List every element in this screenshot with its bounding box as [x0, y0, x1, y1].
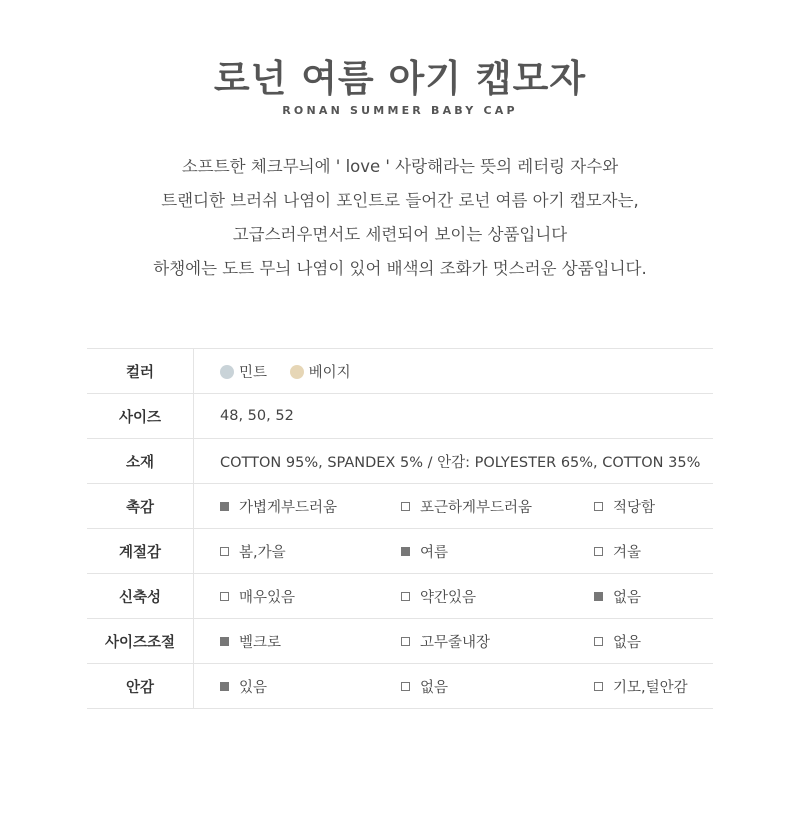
checkbox-icon [594, 592, 603, 601]
checkbox-icon [401, 547, 410, 556]
checkbox-icon [220, 637, 229, 646]
checkbox-icon [401, 592, 410, 601]
spec-row-touch [87, 484, 713, 529]
spec-option [220, 541, 401, 562]
spec-row-material [87, 439, 713, 484]
checkbox-icon [220, 502, 229, 511]
description-line: 고급스러우면서도 세련되어 보이는 상품입니다 [232, 225, 568, 244]
checkbox-icon [220, 592, 229, 601]
checkbox-icon [594, 637, 603, 646]
spec-option [594, 631, 641, 652]
checkbox-icon [594, 547, 603, 556]
checkbox-icon [594, 502, 603, 511]
spec-option [220, 631, 401, 652]
beige-color-dot-icon [290, 365, 304, 379]
spec-options-touch [194, 484, 714, 529]
spec-option [401, 586, 594, 607]
spec-option [401, 496, 594, 517]
spec-row-stretch [87, 574, 713, 619]
page-subtitle: RONAN SUMMER BABY CAP [282, 104, 518, 117]
checkbox-icon [594, 682, 603, 691]
spec-option-label: 없음 [420, 679, 449, 696]
spec-label-size-adjust: 사이즈조절 [87, 619, 194, 664]
spec-option-label: 기모,털안감 [613, 679, 688, 696]
spec-row-color [87, 349, 713, 394]
spec-label-lining: 안감 [87, 664, 194, 709]
spec-option-label: 포근하게부드러움 [420, 499, 533, 516]
checkbox-icon [401, 637, 410, 646]
spec-option [594, 496, 655, 517]
spec-row-size [87, 394, 713, 439]
spec-options-size-adjust [194, 619, 714, 664]
spec-option-label: 겨울 [613, 544, 642, 561]
checkbox-icon [401, 682, 410, 691]
spec-option-label: 매우있음 [239, 589, 296, 606]
spec-option [594, 586, 641, 607]
spec-options-season [194, 529, 714, 574]
spec-option-label: 적당함 [613, 499, 656, 516]
spec-option [401, 676, 594, 697]
checkbox-icon [220, 682, 229, 691]
spec-options-stretch [194, 574, 714, 619]
spec-option-label: 약간있음 [420, 589, 477, 606]
spec-option [220, 676, 401, 697]
spec-option-label: 가볍게부드러움 [239, 499, 338, 516]
color-option-label: 베이지 [308, 364, 351, 381]
spec-value-size: 48, 50, 52 [220, 408, 294, 424]
spec-option [594, 676, 688, 697]
spec-option-label: 봄,가을 [239, 544, 286, 561]
mint-color-dot-icon [220, 365, 234, 379]
spec-label-stretch: 신축성 [87, 574, 194, 619]
spec-option [401, 631, 594, 652]
spec-option [220, 496, 401, 517]
spec-label-season: 계절감 [87, 529, 194, 574]
color-option-beige [290, 361, 351, 382]
checkbox-icon [401, 502, 410, 511]
spec-option-label: 있음 [239, 679, 268, 696]
description-line: 소프트한 체크무늬에 ' love ' 사랑해라는 뜻의 레터링 자수와 [181, 157, 619, 176]
spec-option [594, 541, 641, 562]
spec-row-size-adjust [87, 619, 713, 664]
spec-row-season [87, 529, 713, 574]
spec-value-color [194, 349, 714, 394]
checkbox-icon [220, 547, 229, 556]
page-title: 로넌 여름 아기 캡모자 [213, 57, 587, 100]
spec-option-label: 없음 [613, 589, 642, 606]
spec-table [87, 348, 713, 709]
description-line: 하챙에는 도트 무늬 나염이 있어 배색의 조화가 멋스러운 상품입니다. [153, 259, 647, 278]
spec-label-color: 컬러 [87, 349, 194, 394]
spec-option-label: 벨크로 [239, 634, 282, 651]
color-option-label: 민트 [239, 364, 268, 381]
spec-option-label: 여름 [420, 544, 449, 561]
spec-option-label: 없음 [613, 634, 642, 651]
spec-label-touch: 촉감 [87, 484, 194, 529]
spec-options-lining [194, 664, 714, 709]
spec-option [220, 586, 401, 607]
spec-label-size: 사이즈 [87, 394, 194, 439]
spec-label-material: 소재 [87, 439, 194, 484]
spec-option-label: 고무줄내장 [420, 634, 491, 651]
product-description [0, 150, 800, 286]
spec-row-lining [87, 664, 713, 709]
description-line: 트랜디한 브러쉬 나염이 포인트로 들어간 로넌 여름 아기 캡모자는, [161, 191, 639, 210]
spec-value-material: COTTON 95%, SPANDEX 5% / 안감: POLYESTER 65%, COTTON 35% [220, 454, 701, 471]
color-option-mint [220, 361, 267, 382]
spec-option [401, 541, 594, 562]
